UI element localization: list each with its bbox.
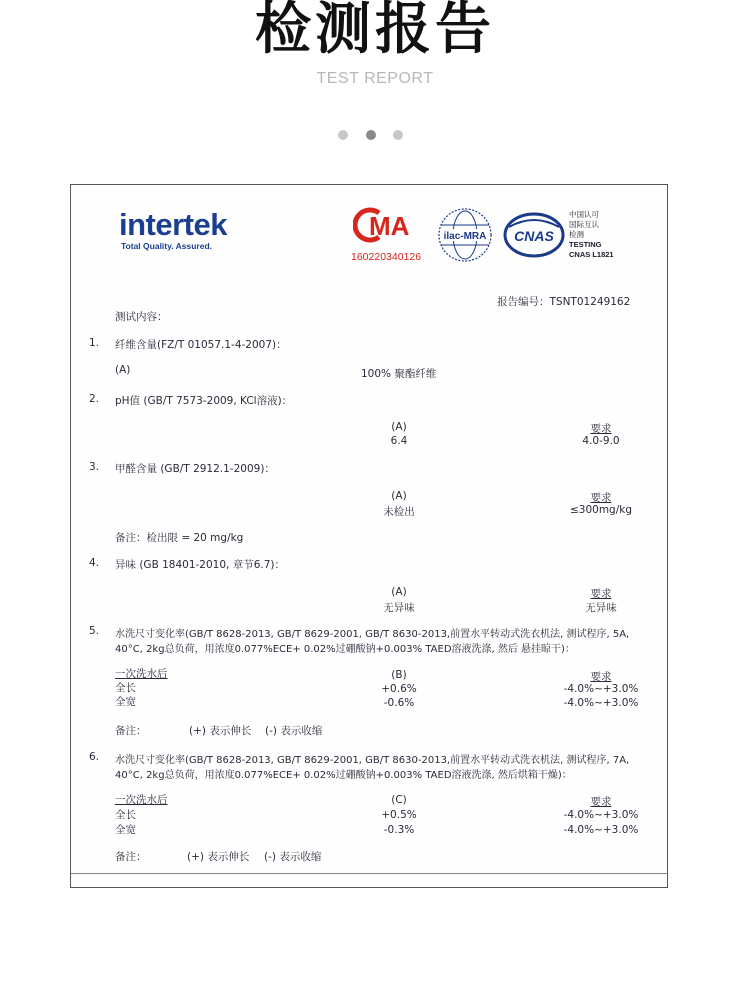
test-6-length-value: +0.5% [381, 809, 417, 821]
ilac-mra-logo [437, 205, 493, 265]
cma-mark-text: MA [369, 211, 410, 241]
intertek-tagline: Total Quality. Assured. [121, 241, 212, 251]
test-1-sample: (A) [115, 364, 131, 376]
carousel-dot-3[interactable] [393, 130, 403, 140]
test-5-requirement-length: -4.0%~+3.0% [563, 683, 639, 695]
cnas-logo [503, 211, 565, 259]
test-2-value: 6.4 [390, 435, 408, 447]
test-2-requirement-label: 要求 [590, 423, 612, 435]
test-5-note-minus: (-) 表示收缩 [265, 725, 323, 737]
test-4-number: 4. [89, 557, 100, 569]
test-6-length-label: 全长 [115, 809, 136, 821]
cnas-code: CNAS L1821 [569, 250, 614, 259]
test-6-sample: (C) [391, 794, 407, 806]
intertek-logo: intertek [119, 207, 227, 242]
test-3-title: 甲醛含量 (GB/T 2912.1-2009)： [115, 463, 275, 475]
test-6-number: 6. [89, 751, 100, 763]
test-4-requirement-label: 要求 [590, 588, 612, 600]
cnas-emblem-icon [503, 211, 565, 259]
test-6-wash-label: 一次洗水后 [115, 794, 168, 806]
ilac-text: ilac-MRA [443, 231, 487, 242]
test-5-requirement-width: -4.0%~+3.0% [563, 697, 639, 709]
page-subtitle: TEST REPORT [316, 70, 434, 87]
test-2-title: pH值 (GB/T 7573-2009, KCl溶液)： [115, 395, 293, 407]
test-6-width-label: 全宽 [115, 824, 136, 836]
test-5-sample: (B) [391, 669, 407, 681]
test-5-length-label: 全长 [115, 682, 136, 694]
cnas-cn-line-2: 国际互认 [569, 220, 599, 229]
test-6-width-value: -0.3% [383, 824, 415, 836]
test-4-sample: (A) [391, 586, 407, 598]
report-number: 报告编号：TSNT01249162 [497, 296, 631, 308]
cma-number: 160220340126 [351, 251, 422, 263]
cnas-cn-line-3: 检测 [569, 230, 584, 239]
test-6-title-line-1: 水洗尺寸变化率(GB/T 8628-2013, GB/T 8629-2001, GB/T 8630-2013,前置水平转动式洗衣机法, 测试程序, 7A, [115, 755, 630, 766]
test-report-document [70, 184, 668, 888]
carousel-dot-1[interactable] [338, 130, 348, 140]
ilac-globe-icon [437, 205, 493, 265]
test-3-requirement-label: 要求 [590, 492, 612, 504]
test-contents-label: 测试内容： [115, 311, 168, 323]
test-5-title-line-2: 40°C, 2kg总负荷，用浓度0.077%ECE+ 0.02%过硼酸钠+0.003% TAED溶液洗涤, 然后 悬挂晾干)： [115, 644, 575, 655]
test-3-number: 3. [89, 461, 100, 473]
test-5-note-plus: (+) 表示伸长 [189, 725, 252, 737]
cma-logo [353, 207, 429, 243]
cnas-caption [569, 210, 614, 260]
test-5-width-value: -0.6% [383, 697, 415, 709]
test-5-title-line-1: 水洗尺寸变化率(GB/T 8628-2013, GB/T 8629-2001, GB/T 8630-2013,前置水平转动式洗衣机法, 测试程序, 5A, [115, 629, 630, 640]
cnas-testing: TESTING [569, 240, 602, 249]
test-5-number: 5. [89, 625, 100, 637]
test-6-requirement-label: 要求 [590, 796, 612, 808]
test-6-note-label: 备注： [115, 851, 147, 863]
test-1-title: 纤维含量(FZ/T 01057.1-4-2007)： [115, 339, 287, 351]
document-bottom-rule [71, 873, 667, 874]
cnas-cn-line-1: 中国认可 [569, 210, 599, 219]
test-5-requirement-label: 要求 [590, 671, 612, 683]
test-2-number: 2. [89, 393, 100, 405]
test-6-title-line-2: 40°C, 2kg总负荷，用浓度0.077%ECE+ 0.02%过硼酸钠+0.003% TAED溶液洗涤, 然后烘箱干燥)： [115, 770, 572, 781]
test-6-note-minus: (-) 表示收缩 [264, 851, 322, 863]
page-title: 检测报告 [255, 0, 495, 62]
test-2-requirement-value: 4.0-9.0 [582, 435, 620, 447]
test-4-value: 无异味 [383, 602, 415, 614]
test-1-result: 100% 聚酯纤维 [361, 368, 437, 380]
test-5-length-value: +0.6% [381, 683, 417, 695]
test-5-note-label: 备注： [115, 725, 147, 737]
test-3-value: 未检出 [383, 506, 415, 518]
test-4-title: 异味 (GB 18401-2010, 章节6.7)： [115, 559, 285, 571]
test-6-requirement-length: -4.0%~+3.0% [563, 809, 639, 821]
test-6-note-plus: (+) 表示伸长 [187, 851, 250, 863]
test-5-width-label: 全宽 [115, 696, 136, 708]
test-5-wash-label: 一次洗水后 [115, 668, 168, 680]
carousel-dot-2[interactable] [366, 130, 376, 140]
cnas-mark-text: CNAS [514, 228, 554, 244]
test-6-requirement-width: -4.0%~+3.0% [563, 824, 639, 836]
test-1-number: 1. [89, 337, 100, 349]
test-3-note: 备注：检出限 = 20 mg/kg [115, 532, 244, 544]
test-3-sample: (A) [391, 490, 407, 502]
test-2-sample: (A) [391, 421, 407, 433]
cma-emblem-icon [353, 207, 429, 243]
test-4-requirement-value: 无异味 [585, 602, 617, 614]
test-3-requirement-value: ≤300mg/kg [569, 504, 632, 516]
